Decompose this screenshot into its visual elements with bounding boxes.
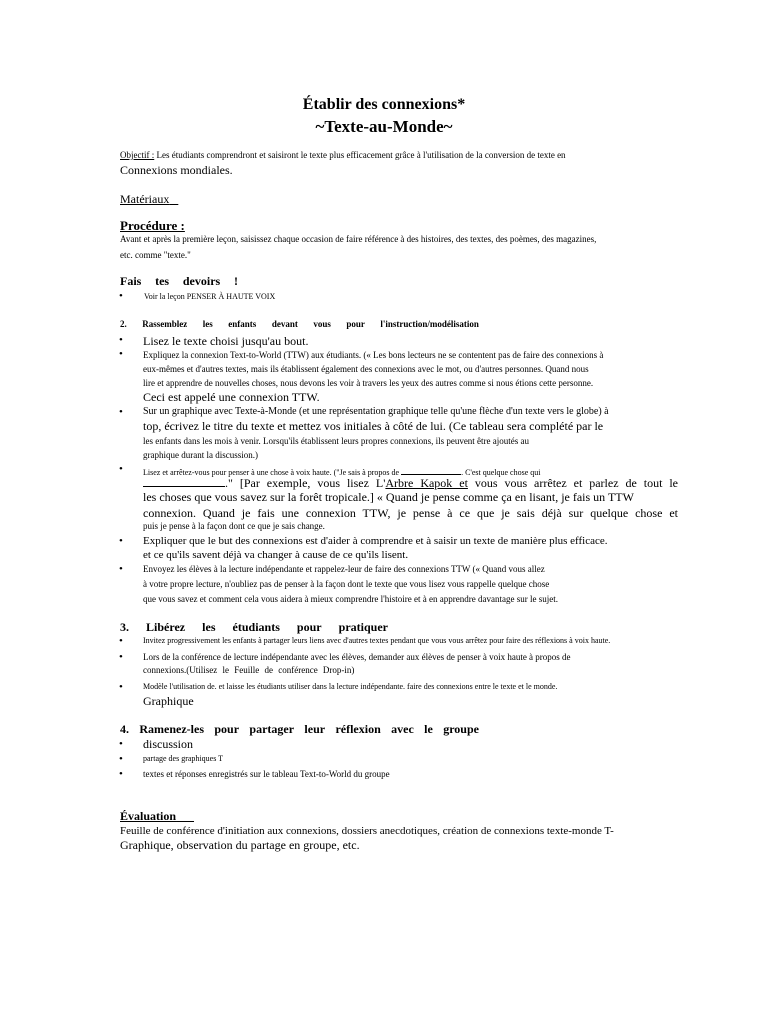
conference-line-2: connexions.(Utilisez le Feuille de conférence Drop-in) [143,665,355,675]
bullet: • [119,334,123,346]
bullet: • [119,768,123,780]
think-aloud-line-4: connexion. Quand je fais une connexion TTW, je pense à ce que je sais déjà sur quelque chose et [143,506,678,520]
bullet: • [119,738,123,750]
explain-line-1: Expliquez la connexion Text-to-World (TTW) aux étudiants. (« Les bons lecteurs ne se contentent pas de faire des connexions à [143,350,604,360]
bullet: • [119,563,123,575]
explain-line-4: Ceci est appelé une connexion TTW. [143,390,320,404]
procedure-line-1: Avant et après la première leçon, saisissez chaque occasion de faire référence à des histoires, des textes, des poèmes, des magazines, [120,234,597,244]
invite-item: Invitez progressivement les enfants à partager leurs liens avec d'autres textes pendant que vous vous arrêtez pour faire des réflexions à voix haute. [143,636,611,645]
explain-line-2: eux-mêmes et d'autres textes, mais ils établissent également des connexions avec le mot, ou d'autres personnes. Quand nous [143,364,589,374]
section-4-item-3: textes et réponses enregistrés sur le tableau Text-to-World du groupe [143,769,390,779]
procedure-line-2: etc. comme "texte." [120,250,191,260]
homework-heading: Fais tes devoirs ! [120,274,238,288]
bullet: • [119,290,123,302]
objective-line-1: Objectif : Les étudiants comprendront et saisiront le texte plus efficacement grâce à l'utilisation de la conversion de texte en [120,150,566,160]
chart-line-2: top, écrivez le titre du texte et mettez vos initiales à côté de lui. (Ce tableau sera complété par le [143,419,604,433]
think-aloud-line-1: Lisez et arrêtez-vous pour penser à une chose à voix haute. ("Je sais à propos de . C'est quelque chose qui [143,465,541,477]
bullet: • [119,406,123,418]
think-aloud-line-5: puis je pense à la façon dont ce que je sais change. [143,521,325,531]
section-4-item-2: partage des graphiques T [143,754,224,763]
graphic-line: Graphique [143,694,194,708]
homework-item-1: Voir la leçon PENSER À HAUTE VOIX [144,292,276,301]
blank-line [143,477,225,487]
bullet: • [119,635,123,647]
materials-heading: Matériaux [120,192,170,206]
purpose-line-2: et ce qu'ils savent déjà va changer à cause de ce qu'ils lisent. [143,549,409,561]
document-title: Établir des connexions* [302,96,466,113]
send-line-2: à votre propre lecture, n'oubliez pas de penser à la façon dont le texte que vous lisez vous rappelle quelque chose [143,579,550,589]
explain-line-3: lire et apprendre de nouvelles choses, nous devons les voir à travers les yeux des autres comme si nous étions cette personne. [143,378,594,388]
chart-line-3: les enfants dans les mois à venir. Lorsqu'ils établissent leurs propres connexions, ils peuvent être ajoutés au [143,436,530,446]
think-aloud-line-3: les choses que vous savez sur la forêt tropicale.] « Quand je pense comme ça en lisant, je fais un TTW [143,490,634,504]
send-line-1: Envoyez les élèves à la lecture indépendante et rappelez-leur de faire des connexions TTW (« Quand vous allez [143,564,545,574]
book-title: Arbre Kapok et [385,476,468,490]
model-item: Modèle l'utilisation de. et laisse les étudiants utiliser dans la lecture indépendante. faire des connexions entre le texte et le monde. [143,682,558,691]
section-3-heading: 3. Libérez les étudiants pour pratiquer [120,620,388,634]
chart-line-4: graphique durant la discussion.) [143,450,258,460]
blank-line [401,465,461,475]
section-4-heading: 4. Ramenez-les pour partager leur réflexion avec le groupe [120,722,479,736]
section-4-item-1: discussion [143,737,194,751]
bullet: • [119,348,123,360]
purpose-line-1: Expliquer que le but des connexions est d'aider à comprendre et à saisir un texte de manière plus efficace. [143,535,608,547]
bullet: • [119,535,123,547]
bullet: • [119,753,123,765]
send-line-3: que vous savez et comment cela vous aidera à mieux comprendre l'histoire et à en apprendre davantage sur le sujet. [143,594,558,604]
objective-line-2: Connexions mondiales. [120,163,233,177]
document-subtitle: ~Texte-au-Monde~ [315,117,453,136]
conference-line-1: Lors de la conférence de lecture indépendante avec les élèves, demander aux élèves de penser à voix haute à propos de [143,652,571,662]
bullet: • [119,681,123,693]
section-2-read-item: Lisez le texte choisi jusqu'au bout. [143,334,309,348]
evaluation-line-1: Feuille de conférence d'initiation aux connexions, dossiers anecdotiques, création de connexions texte-monde T- [120,825,614,837]
bullet: • [119,463,123,475]
objective-label: Objectif : [120,150,155,160]
procedure-heading: Procédure : [120,218,185,233]
bullet: • [119,651,123,663]
evaluation-heading: Évaluation [120,809,177,823]
chart-line-1: Sur un graphique avec Texte-à-Monde (et une représentation graphique telle qu'une flèche d'un texte vers le globe) à [143,406,609,417]
think-aloud-line-2: ." [Par exemple, vous lisez L'Arbre Kapok et vous vous arrêtez et parlez de tout le [143,476,678,491]
section-2-heading: 2. Rassemblez les enfants devant vous pour l'instruction/modélisation [120,319,479,329]
evaluation-line-2: Graphique, observation du partage en groupe, etc. [120,838,360,852]
